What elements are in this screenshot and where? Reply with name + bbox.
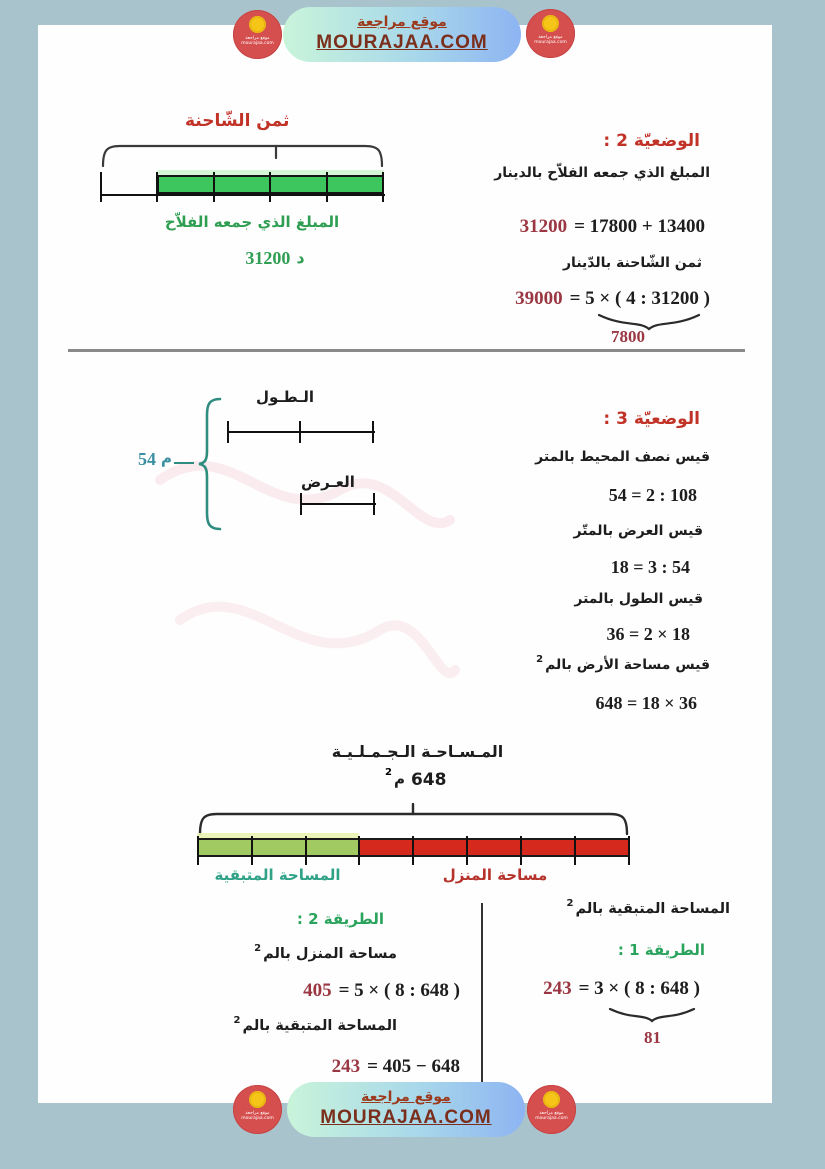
half-perimeter-brace <box>196 397 222 531</box>
equation-area <box>595 693 697 714</box>
method2-remaining-label <box>233 1015 397 1034</box>
methods-column-divider <box>481 903 483 1090</box>
footer-site-domain-link[interactable]: MOURAJAA.COM <box>320 1107 492 1129</box>
half-perimeter-value <box>120 449 172 470</box>
logo-book-icon <box>249 1091 266 1108</box>
logo-text-ar: موقع مراجعة <box>539 1111 564 1116</box>
width-line-rule <box>300 503 376 505</box>
area-bar-tick <box>305 836 307 865</box>
unit: م <box>393 770 405 788</box>
truck-price-title: ثمن الشّاحنة <box>185 111 290 131</box>
length-line-tick <box>227 421 229 443</box>
situation-2-truck-price-label: ثمن الشّاحنة بالدّينار <box>563 255 702 271</box>
value-unit: م <box>161 449 172 467</box>
truck-collected-amount <box>215 248 335 269</box>
equation-body: = 3 × ( 8 : 648 ) <box>578 978 700 999</box>
logo-text-domain: mourajaa.com <box>241 41 274 46</box>
logo-book-icon <box>543 1091 560 1108</box>
half-perimeter-label: قيس نصف المحيط بالمتر <box>535 449 710 465</box>
equation-half-perimeter <box>609 485 697 506</box>
width-label: العـرض <box>301 473 355 491</box>
logo-text-domain: mourajaa.com <box>534 40 567 45</box>
width-line-tick <box>300 493 302 515</box>
equation-result: 405 <box>303 980 332 1001</box>
equation-body: 36 = 2 × 18 <box>606 624 690 644</box>
site-logo-right <box>526 9 575 58</box>
area-bar-tick <box>574 836 576 865</box>
length-line <box>227 421 375 443</box>
area-bar-tick <box>251 836 253 865</box>
situation-2-intro: المبلغ الذي جمعه الفلاّح بالدينار <box>494 165 710 181</box>
equation-collected-total <box>520 216 705 238</box>
truck-bar-tick <box>100 172 102 202</box>
total-area-overbrace <box>197 803 630 836</box>
superscript: 2 <box>385 767 392 778</box>
logo-text-domain: mourajaa.com <box>535 1116 568 1121</box>
truck-bar-tick <box>156 172 158 202</box>
header-site-domain-link[interactable]: MOURAJAA.COM <box>316 32 488 54</box>
length-label: الـطـول <box>256 388 315 406</box>
remaining-area-label: المساحة المتبقية <box>214 866 341 884</box>
area-bar-tick <box>412 836 414 865</box>
section-divider <box>68 349 745 352</box>
site-logo-right <box>527 1085 576 1134</box>
logo-text-ar: موقع مراجعة <box>538 35 563 40</box>
equation-truck-price <box>515 288 710 310</box>
header-site-banner[interactable] <box>283 7 521 62</box>
superscript: 2 <box>233 1015 241 1026</box>
superscript: 2 <box>536 654 544 665</box>
equation-body: 54 = 2 : 108 <box>608 485 697 505</box>
label-text: قيس مساحة الأرض بالم <box>545 657 710 673</box>
length-line-tick <box>372 421 374 443</box>
brace-connector <box>174 462 194 464</box>
truck-bar-tick <box>269 172 271 202</box>
equation-body: = 5 × ( 8 : 648 ) <box>338 980 460 1001</box>
superscript: 2 <box>254 943 262 954</box>
logo-book-icon <box>542 15 559 32</box>
equation-method1 <box>543 978 700 1000</box>
truck-bar-baseline <box>100 194 385 196</box>
area-bar-tick <box>520 836 522 865</box>
area-measure-label <box>536 654 710 673</box>
truck-bar-tick <box>326 172 328 202</box>
partial-result-note: 81 <box>644 1028 661 1047</box>
logo-text-ar: موقع مراجعة <box>245 36 270 41</box>
equation-result: 31200 <box>519 216 568 237</box>
equation-body: 18 = 3 : 54 <box>610 557 690 577</box>
truck-bar-tick <box>382 172 384 202</box>
situation-3-title: الوضعيّة 3 : <box>603 409 700 429</box>
truck-amount-bar <box>100 172 385 202</box>
amount-value: 31200 <box>245 248 291 268</box>
equation-result: 243 <box>331 1056 361 1077</box>
partial-result-note: 7800 <box>611 327 645 346</box>
amount-unit: د <box>296 248 305 267</box>
truck-collected-caption: المبلغ الذي جمعه الفلاّح <box>164 213 340 231</box>
situation-2-title: الوضعيّة 2 : <box>603 131 700 151</box>
label-text: المساحة المتبقية بالم <box>242 1018 397 1034</box>
equation-body: = 17800 + 13400 <box>574 216 705 237</box>
footer-site-title-arabic[interactable]: موقع مراجعة <box>361 1088 451 1105</box>
length-measure-label: قيس الطول بالمتر <box>574 591 703 607</box>
area-bar-tick <box>358 836 360 865</box>
total-area-value <box>385 767 447 790</box>
method1-heading <box>566 898 730 917</box>
truck-price-overbrace <box>100 137 385 169</box>
area-bar-tick <box>628 836 630 865</box>
label-text: مساحة المنزل بالم <box>263 946 397 962</box>
area-bar-tick <box>466 836 468 865</box>
area-split-bar <box>197 836 630 866</box>
number: 648 <box>410 770 447 790</box>
equation-body: 648 = 18 × 36 <box>595 693 697 713</box>
method1-title: الطريقة 1 : <box>617 941 705 959</box>
width-measure-label: قيس العرض بالمتّر <box>573 523 703 539</box>
house-area-label: مساحة المنزل <box>442 866 548 884</box>
site-logo-left <box>233 10 282 59</box>
logo-text-domain: mourajaa.com <box>241 1116 274 1121</box>
superscript: 2 <box>566 898 574 909</box>
area-bar-tick <box>197 836 199 865</box>
equation-body: = 5 × ( 4 : 31200 ) <box>569 288 710 309</box>
house-area-segment <box>359 840 628 855</box>
width-line <box>300 493 376 515</box>
equation-underbrace <box>607 1006 697 1024</box>
equation-body: = 405 − 648 <box>367 1056 460 1077</box>
width-line-tick <box>373 493 375 515</box>
truck-bar-tick <box>213 172 215 202</box>
equation-method2-house <box>303 980 460 1002</box>
equation-result: 39000 <box>515 288 563 309</box>
total-area-title: المـسـاحـة الـجـمـلـيـة <box>331 742 504 761</box>
remaining-area-segment <box>199 840 359 855</box>
footer-site-banner[interactable] <box>287 1082 525 1137</box>
length-line-rule <box>227 431 375 433</box>
equation-width <box>611 557 690 578</box>
logo-text-ar: موقع مراجعة <box>245 1111 270 1116</box>
equation-method2-remaining <box>332 1056 460 1078</box>
method2-house-area-label <box>254 943 397 962</box>
site-logo-left <box>233 1085 282 1134</box>
logo-book-icon <box>249 16 266 33</box>
equation-result: 243 <box>543 978 572 999</box>
length-line-tick <box>299 421 301 443</box>
value-number: 54 <box>138 449 156 469</box>
header-site-title-arabic[interactable]: موقع مراجعة <box>357 13 447 30</box>
method2-title: الطريقة 2 : <box>296 910 384 928</box>
label-text: المساحة المتبقية بالم <box>575 901 730 917</box>
equation-length <box>606 624 690 645</box>
